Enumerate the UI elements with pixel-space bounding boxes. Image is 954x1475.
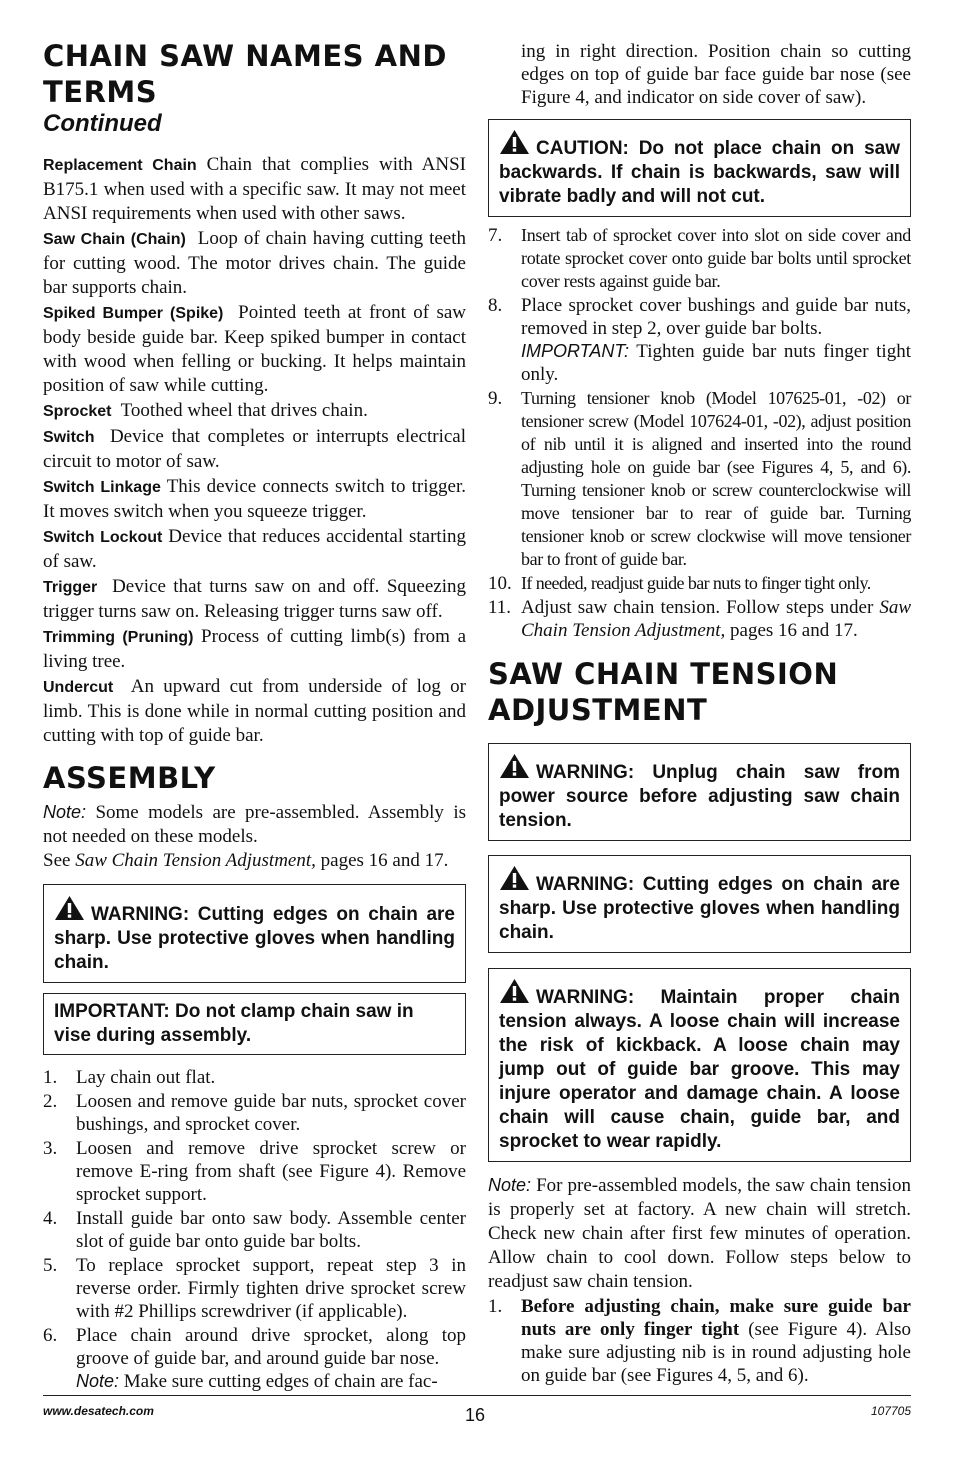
term-sprocket [43, 399, 466, 424]
term-definition: This device connects switch to trigger. It moves switch when you squeeze trigger. [43, 476, 466, 522]
list-item [43, 1090, 466, 1136]
warning-text: WARNING: Maintain proper chain tension always. A loose chain will increase the risk of kickback. A loose chain may jump out of guide bar groove. This may injure operator and damage chain. A loose chain will cause chain, guide bar, and sprocket to wear rapidly. [499, 987, 900, 1152]
term-label: Trigger [43, 579, 98, 596]
warning-box-gloves-2 [488, 855, 911, 953]
term-definition: Chain that complies with ANSI B175.1 when used with a specific saw. It may not meet ANSI requirements when used with other saws. [43, 154, 466, 224]
step-number: 3. [43, 1138, 58, 1159]
tension-note [488, 1173, 911, 1294]
step-text: Install guide bar onto saw body. Assemble center slot of guide bar onto guide bar bolts. [76, 1208, 466, 1252]
warning-text: WARNING: Cutting edges on chain are sharp. Use protective gloves when handling chain. [54, 904, 455, 973]
see-suffix: pages 16 and 17. [320, 850, 449, 871]
step-text: Lay chain out flat. [76, 1067, 216, 1088]
terms-list [43, 153, 466, 748]
term-label: Undercut [43, 679, 114, 696]
important-text: Tighten guide bar nuts finger tight only. [521, 341, 911, 385]
step-number: 6. [43, 1325, 58, 1346]
warning-icon [499, 129, 530, 155]
important-box-vise: IMPORTANT: Do not clamp chain saw in vise during assembly. [43, 993, 466, 1055]
term-definition: Loop of chain having cutting teeth for cutting wood. The motor drives chain. The guide bar supports chain. [43, 228, 467, 298]
term-label: Sprocket [43, 403, 112, 420]
step-reference: Saw Chain Tension Adjustment, [521, 597, 911, 641]
term-trigger [43, 575, 466, 624]
step-text: Loosen and remove drive sprocket screw or remove E-ring from shaft (see Figure 4). Remove sprocket support. [76, 1138, 466, 1205]
note-label: Note: [76, 1371, 120, 1391]
term-undercut [43, 675, 466, 748]
assembly-steps-continued [488, 40, 911, 109]
caution-box-backwards [488, 119, 911, 217]
list-item [43, 1324, 466, 1393]
step-text: Insert tab of sprocket cover into slot on side cover and rotate sprocket cover onto guide bar bolts until sprocket cover rests against guide bar. [521, 225, 911, 291]
list-item [488, 1295, 911, 1387]
step-suffix: pages 16 and 17. [730, 620, 858, 641]
term-definition: Device that turns saw on and off. Squeezing trigger turns saw on. Releasing trigger turns saw off. [43, 576, 466, 622]
list-item [488, 224, 911, 293]
section-subtitle: Continued [43, 110, 162, 137]
left-column [43, 0, 466, 1393]
term-switch-lockout [43, 525, 466, 574]
page-number: 16 [465, 1405, 486, 1425]
step-bold-text: Before adjusting chain, make sure guide bar nuts are only finger tight [521, 1296, 911, 1340]
step-number: 1. [43, 1067, 58, 1088]
term-label: Trimming (Pruning) [43, 629, 194, 646]
step-number: 9. [488, 388, 503, 409]
step-number: 1. [488, 1296, 503, 1317]
term-definition: An upward cut from underside of log or limb. This is done while in normal cutting position and cutting with top of guide bar. [43, 676, 466, 746]
term-spiked-bumper [43, 301, 466, 398]
term-definition: Device that completes or interrupts electrical circuit to motor of saw. [43, 426, 466, 472]
warning-text: WARNING: Cutting edges on chain are sharp. Use protective gloves when handling chain. [499, 874, 900, 943]
footer-rule [43, 1395, 911, 1396]
term-label: Switch [43, 429, 95, 446]
note-label: Note: [43, 802, 87, 822]
step-number: 10. [488, 573, 512, 594]
step-text: Turning tensioner knob (Model 107625-01, -02) or tensioner screw (Model 107624-01, -02), adjust position of nib until it is aligned and inserted into the round adjusting hole on guide bar (see Figures 4, 5, and 6). Turning tensioner knob or screw counterclockwise will move tensioner bar to rear of guide bar. Turning tensioner knob or screw clockwise will move tensioner bar to front of guide bar. [521, 388, 911, 569]
list-item [488, 387, 911, 571]
step-number: 2. [43, 1091, 58, 1112]
warning-box-gloves [43, 884, 466, 983]
step-text: Place sprocket cover bushings and guide bar nuts, removed in step 2, over guide bar bolts. [521, 295, 911, 339]
step-number: 7. [488, 225, 503, 246]
term-label: Saw Chain (Chain) [43, 231, 186, 248]
term-definition: Process of cutting limb(s) from a living tree. [43, 626, 467, 672]
warning-icon [499, 978, 530, 1004]
right-column [488, 0, 911, 1387]
assembly-note [43, 800, 466, 849]
term-trimming [43, 625, 466, 674]
step-text: Place chain around drive sprocket, along top groove of guide bar, and around guide bar nose. [76, 1325, 466, 1369]
list-item [43, 1066, 466, 1089]
note-text: Make sure cutting edges of chain are fac- [123, 1371, 438, 1392]
see-prefix: See [43, 850, 71, 871]
step-text: (see Figure 4). Also make sure adjusting nib is in round adjusting hole on guide bar (see Figures 4, 5, and 6). [521, 1319, 912, 1386]
warning-icon [54, 895, 85, 921]
note-label: Note: [488, 1175, 532, 1195]
term-label: Switch Linkage [43, 479, 161, 496]
step-number: 4. [43, 1208, 58, 1229]
section-title-names-terms: CHAIN SAW NAMES AND TERMS [43, 39, 447, 109]
step-number: 11. [488, 597, 512, 618]
footer-doc-number: 107705 [870, 1404, 911, 1418]
term-label: Spiked Bumper (Spike) [43, 305, 224, 322]
caution-text: CAUTION: Do not place chain on saw backwards. If chain is backwards, saw will vibrate badly and will not cut. [499, 138, 900, 207]
list-item [488, 596, 911, 642]
section-title-assembly: ASSEMBLY [43, 761, 216, 795]
term-saw-chain [43, 227, 466, 300]
warning-text: WARNING: Unplug chain saw from power source before adjusting saw chain tension. [499, 762, 900, 831]
warning-icon [499, 865, 530, 891]
list-item [488, 294, 911, 386]
step-text: To replace sprocket support, repeat step 3 in reverse order. Firmly tighten drive sprocket screw with #2 Phillips screwdriver (if applicable). [76, 1255, 466, 1322]
assembly-steps-right [488, 224, 911, 642]
step-text: Adjust saw chain tension. Follow steps under [521, 597, 874, 618]
term-definition: Toothed wheel that drives chain. [120, 400, 368, 421]
step-text: Loosen and remove guide bar nuts, sprocket cover bushings, and sprocket cover. [76, 1091, 466, 1135]
term-definition: Pointed teeth at front of saw body beside guide bar. Keep spiked bumper in contact with wood when felling or bucking. It helps maintain position of saw while cutting. [43, 302, 466, 396]
list-item [43, 1137, 466, 1206]
important-label: IMPORTANT: [521, 341, 629, 361]
note-text: Some models are pre-assembled. Assembly is not needed on these models. [43, 802, 467, 847]
list-item [488, 572, 911, 595]
section-title-tension: SAW CHAIN TENSION ADJUSTMENT [488, 657, 839, 727]
term-switch-linkage [43, 475, 466, 524]
tension-steps [488, 1295, 911, 1387]
assembly-steps [43, 1066, 466, 1393]
footer-website: www.desatech.com [43, 1404, 154, 1418]
term-switch [43, 425, 466, 474]
step-text: ing in right direction. Position chain so cutting edges on top of guide bar face guide bar nose (see Figure 4, and indicator on side cover of saw). [521, 41, 911, 108]
assembly-see-ref [43, 849, 466, 873]
step-text: If needed, readjust guide bar nuts to finger tight only. [521, 573, 871, 593]
list-item [43, 1254, 466, 1323]
list-item [488, 40, 911, 109]
warning-icon [499, 753, 530, 779]
step-number: 5. [43, 1255, 58, 1276]
term-label: Switch Lockout [43, 529, 163, 546]
see-reference: Saw Chain Tension Adjustment, [75, 850, 316, 871]
warning-box-unplug [488, 743, 911, 841]
note-text: For pre-assembled models, the saw chain tension is properly set at factory. A new chain will stretch. Check new chain after first few minutes of operation. Allow chain to cool down. Follow steps below to readjust saw chain tension. [488, 1175, 911, 1292]
term-label: Replacement Chain [43, 157, 197, 174]
step-number: 8. [488, 295, 503, 316]
term-replacement-chain [43, 153, 466, 226]
term-definition: Device that reduces accidental starting of saw. [43, 526, 466, 572]
warning-box-tension [488, 968, 911, 1162]
list-item [43, 1207, 466, 1253]
